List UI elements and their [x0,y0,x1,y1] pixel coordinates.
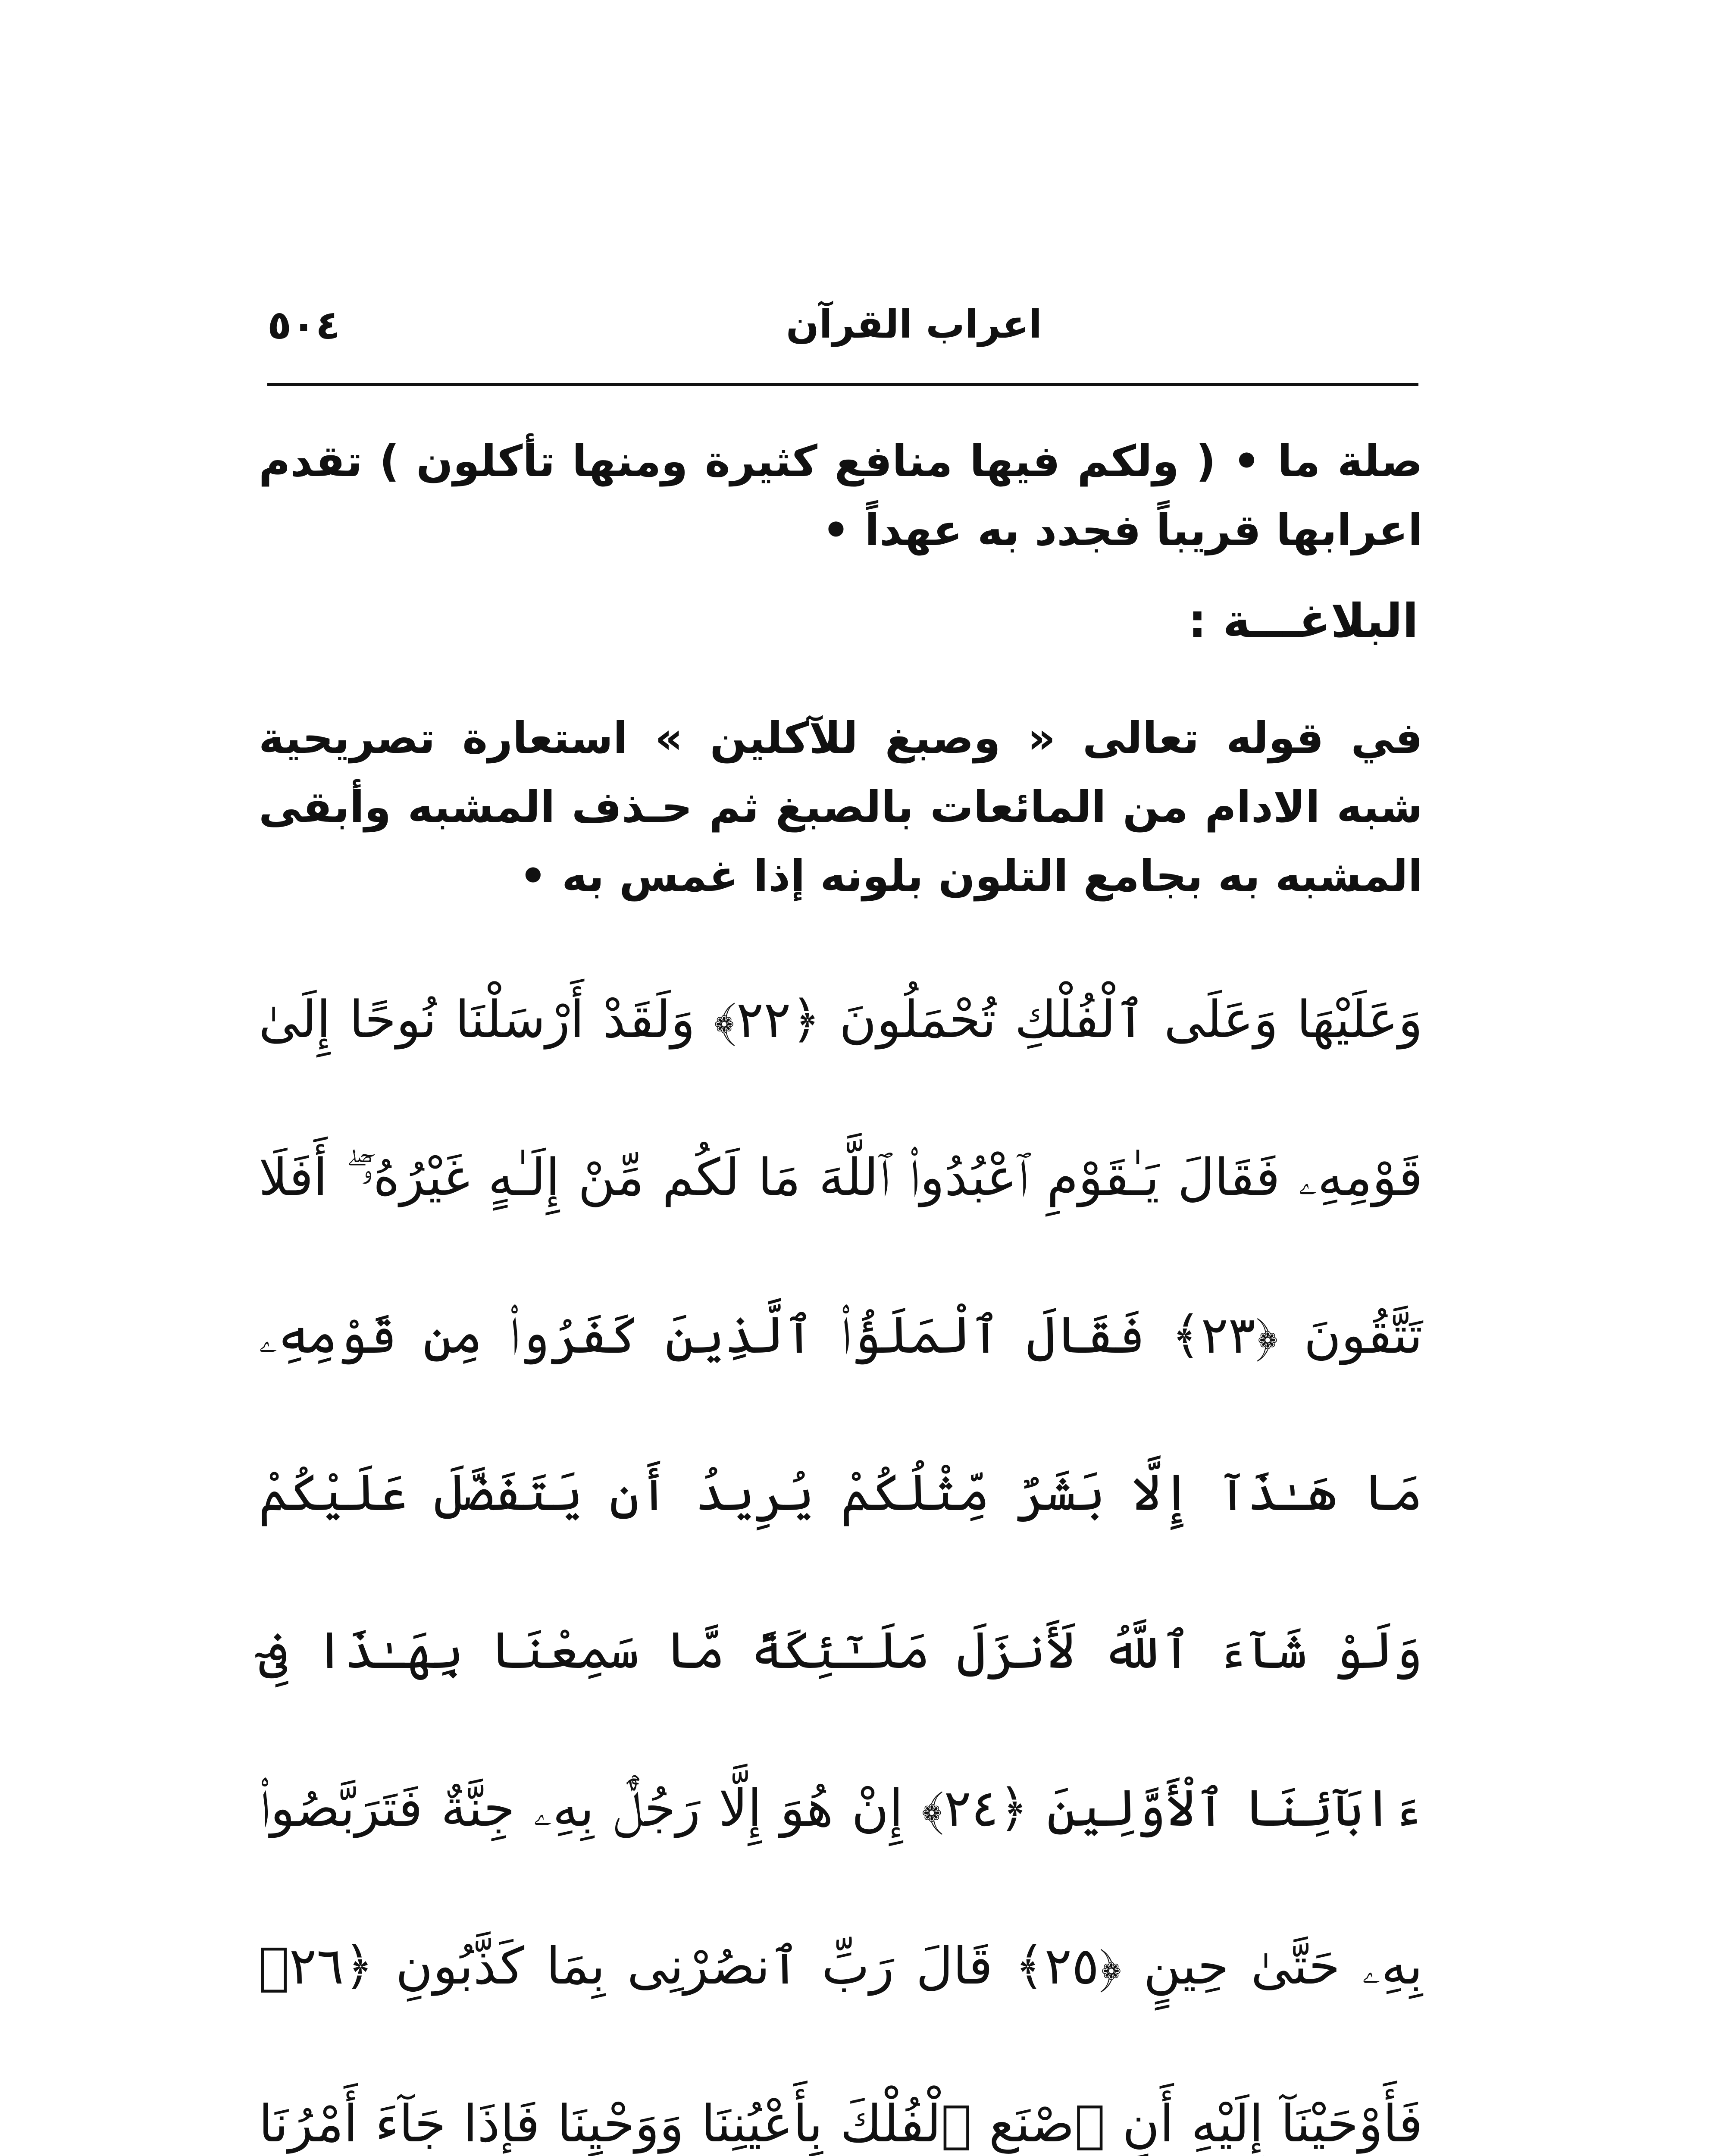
section-heading-balagha: البلاغـــة : [1188,594,1418,648]
paragraph-i-rab: صلة ما • ( ولكم فيها منافع كثيرة ومنها تأكلون ) تقدم اعرابها قريباً فجدد به عهداً • [259,436,1423,555]
page-header [267,302,1418,367]
paragraph-balagha: في قوله تعالى « وصبغ للآكلين » استعارة تصريحية شبه الادام من المائعات بالصبغ ثم حـذف المشبه وأبقى المشبه به بجامع التلون بلونه إذا غمس به • [259,713,1423,901]
page-number: ٥٠٤ [267,302,340,348]
page-body [259,427,1423,2156]
quran-verses-block: وَعَلَيْهَا وَعَلَى ٱلْفُلْكِ تُحْمَلُونَ ﴿٢٢﴾ وَلَقَدْ أَرْسَلْنَا نُوحًا إِلَىٰ قَوْمِهِۦ فَقَالَ يَـٰقَوْمِ ٱعْبُدُوا۟ ٱللَّهَ مَا لَكُم مِّنْ إِلَـٰهٍ غَيْرُهُۥٓ ۖ أَفَلَا تَتَّقُونَ ﴿٢٣﴾ فَقَالَ ٱلْمَلَؤُا۟ ٱلَّذِينَ كَفَرُوا۟ مِن قَوْمِهِۦ مَا هَـٰذَآ إِلَّا بَشَرٌ مِّثْلُكُمْ يُرِيدُ أَن يَتَفَضَّلَ عَلَيْكُمْ وَلَوْ شَآءَ ٱللَّهُ لَأَنزَلَ مَلَـٰٓئِكَةً مَّا سَمِعْنَا بِهَـٰذَا فِىٓ ءَابَآئِنَا ٱلْأَوَّلِينَ ﴿٢٤﴾ إِنْ هُوَ إِلَّا رَجُلٌۢ بِهِۦ جِنَّةٌ فَتَرَبَّصُوا۟ بِهِۦ حَتَّىٰ حِينٍ ﴿٢٥﴾ قَالَ رَبِّ ٱنصُرْنِى بِمَا كَذَّبُونِ ﴿٢٦﴾ فَأَوْحَيْنَآ إِلَيْهِ أَنِ ٱصْنَعِ ٱلْفُلْكَ بِأَعْيُنِنَا وَوَحْيِنَا فَإِذَا جَآءَ أَمْرُنَا [259,990,1423,2153]
running-title: اعراب القرآن [786,302,1042,347]
header-divider [267,383,1418,386]
